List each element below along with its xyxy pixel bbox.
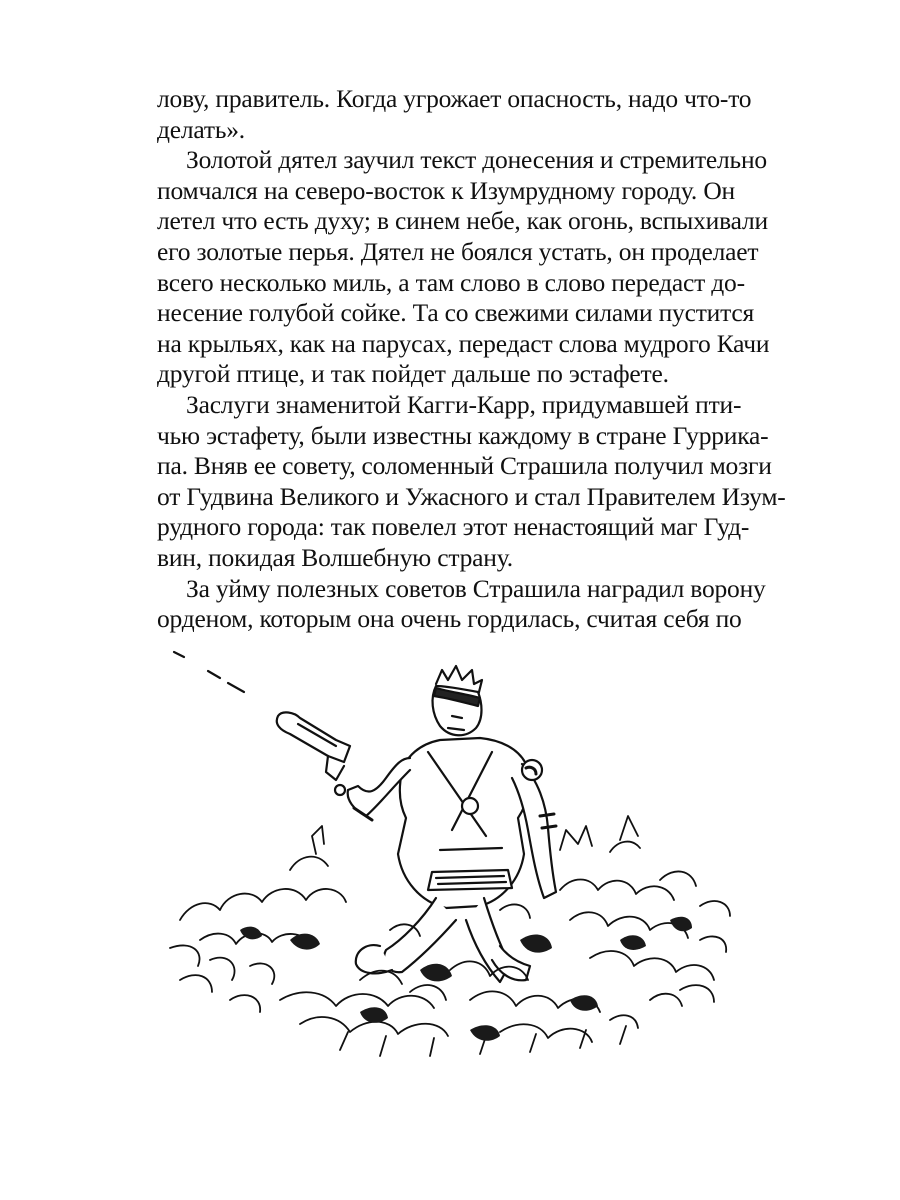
dark-foliage (240, 917, 692, 1041)
text-line: вин, покидая Волшебную страну. (157, 542, 513, 572)
text-line: на крыльях, как на парусах, передаст слова мудрого Качи (157, 328, 770, 358)
illustration (140, 640, 750, 1080)
text-line: его золотые перья. Дятел не боялся устать, он проделает (157, 236, 759, 266)
text-line: несение голубой сойке. Та со свежими силами пустится (157, 298, 754, 328)
text-line: помчался на северо-восток к Изумрудному городу. Он (157, 175, 735, 205)
text-line: чью эстафету, были известны каждому в стране Гуррика- (157, 420, 769, 450)
text-line: За уйму полезных советов Страшила наградил ворону (186, 573, 766, 603)
man-figure (348, 666, 556, 982)
text-line: делать». (157, 114, 245, 144)
text-line: другой птице, и так пойдет дальше по эстафете. (157, 359, 669, 389)
text-line: всего несколько миль, а там слово в слово передаст до- (157, 267, 745, 297)
text-line: рудного города: так повелел этот ненастоящий маг Гуд- (157, 512, 750, 542)
ray-beam (174, 652, 244, 692)
text-line: от Гудвина Великого и Ужасного и стал Правителем Изум- (157, 481, 786, 511)
text-line: орденом, которым она очень гордилась, считая себя по (157, 604, 742, 634)
text-line: Золотой дятел заучил текст донесения и стремительно (186, 145, 767, 175)
text-line: лову, правитель. Когда угрожает опасность, надо что-то (157, 84, 752, 113)
text-line: Заслуги знаменитой Кагги-Карр, придумавшей пти- (186, 389, 742, 419)
text-line: летел что есть духу; в синем небе, как огонь, вспыхивали (157, 206, 768, 236)
page-text (157, 84, 786, 635)
ray-gun (277, 712, 356, 800)
text-line: па. Вняв ее совету, соломенный Страшила получил мозги (157, 451, 772, 481)
